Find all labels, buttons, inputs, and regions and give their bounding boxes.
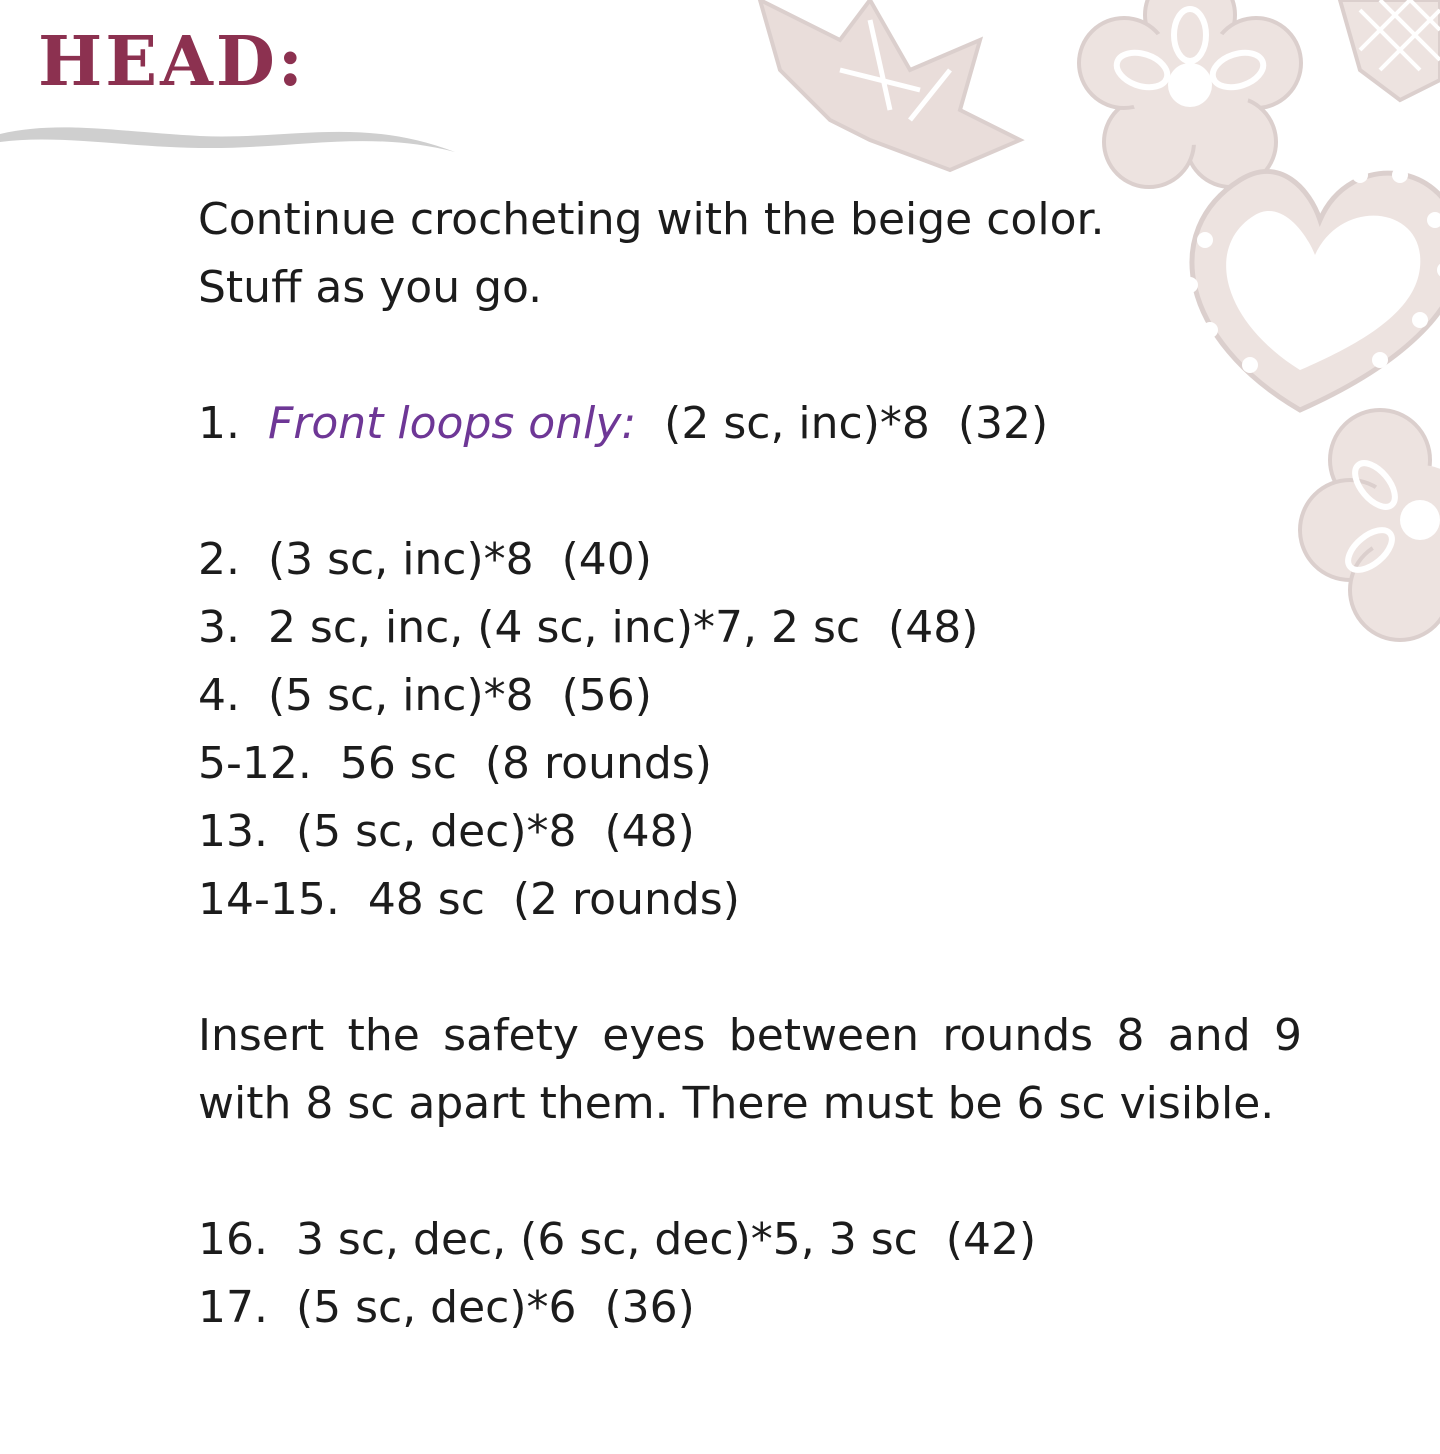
- flower-cookie-icon: [1079, 0, 1301, 187]
- round-16: 16. 3 sc, dec, (6 sc, dec)*5, 3 sc (42): [198, 1214, 1037, 1265]
- flower-cookie-edge-icon: [1300, 410, 1440, 640]
- round-2: 2. (3 sc, inc)*8 (40): [198, 534, 652, 585]
- round-3: 3. 2 sc, inc, (4 sc, inc)*7, 2 sc (48): [198, 602, 979, 653]
- brush-stroke-divider: [0, 112, 470, 162]
- intro-line-1: Continue crocheting with the beige color.: [198, 194, 1105, 245]
- intro-line-2: Stuff as you go.: [198, 262, 543, 313]
- round-4: 4. (5 sc, inc)*8 (56): [198, 670, 652, 721]
- round-13: 13. (5 sc, dec)*8 (48): [198, 806, 695, 857]
- round-1: [198, 390, 1302, 458]
- front-loops-note: Front loops only:: [267, 398, 637, 449]
- rounds-14-15: 14-15. 48 sc (2 rounds): [198, 874, 740, 925]
- rounds-5-12: 5-12. 56 sc (8 rounds): [198, 738, 712, 789]
- star-cookie-icon: [760, 0, 1020, 170]
- page-title: HEAD:: [38, 22, 306, 102]
- round-17: 17. (5 sc, dec)*6 (36): [198, 1282, 695, 1333]
- lattice-cookie-icon: [1340, 0, 1440, 100]
- pattern-instructions: [198, 186, 1302, 1342]
- round-1-number: 1.: [198, 398, 268, 449]
- round-1-instruction: (2 sc, inc)*8 (32): [636, 398, 1049, 449]
- safety-eyes-note: Insert the safety eyes between rounds 8 and 9 with 8 sc apart them. There must be 6 sc visible.: [198, 1010, 1302, 1129]
